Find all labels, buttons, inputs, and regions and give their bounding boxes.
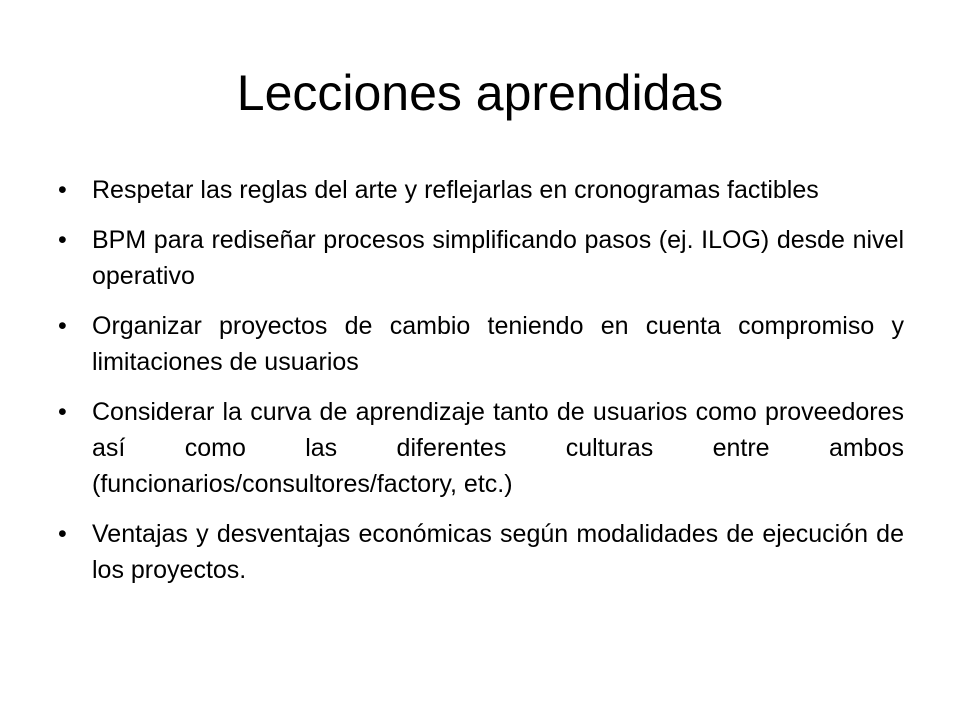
bullet-item bbox=[58, 308, 904, 380]
bullet-text: Organizar proyectos de cambio teniendo en cuenta compromiso y limitaciones de usuarios bbox=[92, 312, 904, 376]
bullet-list bbox=[58, 172, 904, 602]
bullet-item bbox=[58, 222, 904, 294]
bullet-dot-icon: • bbox=[58, 226, 67, 254]
bullet-dot-icon: • bbox=[58, 398, 67, 426]
bullet-text: Ventajas y desventajas económicas según modalidades de ejecución de los proyectos. bbox=[92, 520, 904, 584]
bullet-item bbox=[58, 394, 904, 502]
slide-title: Lecciones aprendidas bbox=[236, 65, 724, 121]
bullet-text: Respetar las reglas del arte y reflejarlas en cronogramas factibles bbox=[92, 176, 819, 204]
bullet-item bbox=[58, 516, 904, 588]
bullet-item bbox=[58, 172, 904, 208]
bullet-dot-icon: • bbox=[58, 176, 67, 204]
bullet-dot-icon: • bbox=[58, 312, 67, 340]
bullet-text: Considerar la curva de aprendizaje tanto de usuarios como proveedores así como las diferentes culturas entre ambos (funcionarios/consultores/factory, etc.) bbox=[92, 398, 904, 498]
bullet-text: BPM para rediseñar procesos simplificando pasos (ej. ILOG) desde nivel operativo bbox=[92, 226, 904, 290]
bullet-dot-icon: • bbox=[58, 520, 67, 548]
